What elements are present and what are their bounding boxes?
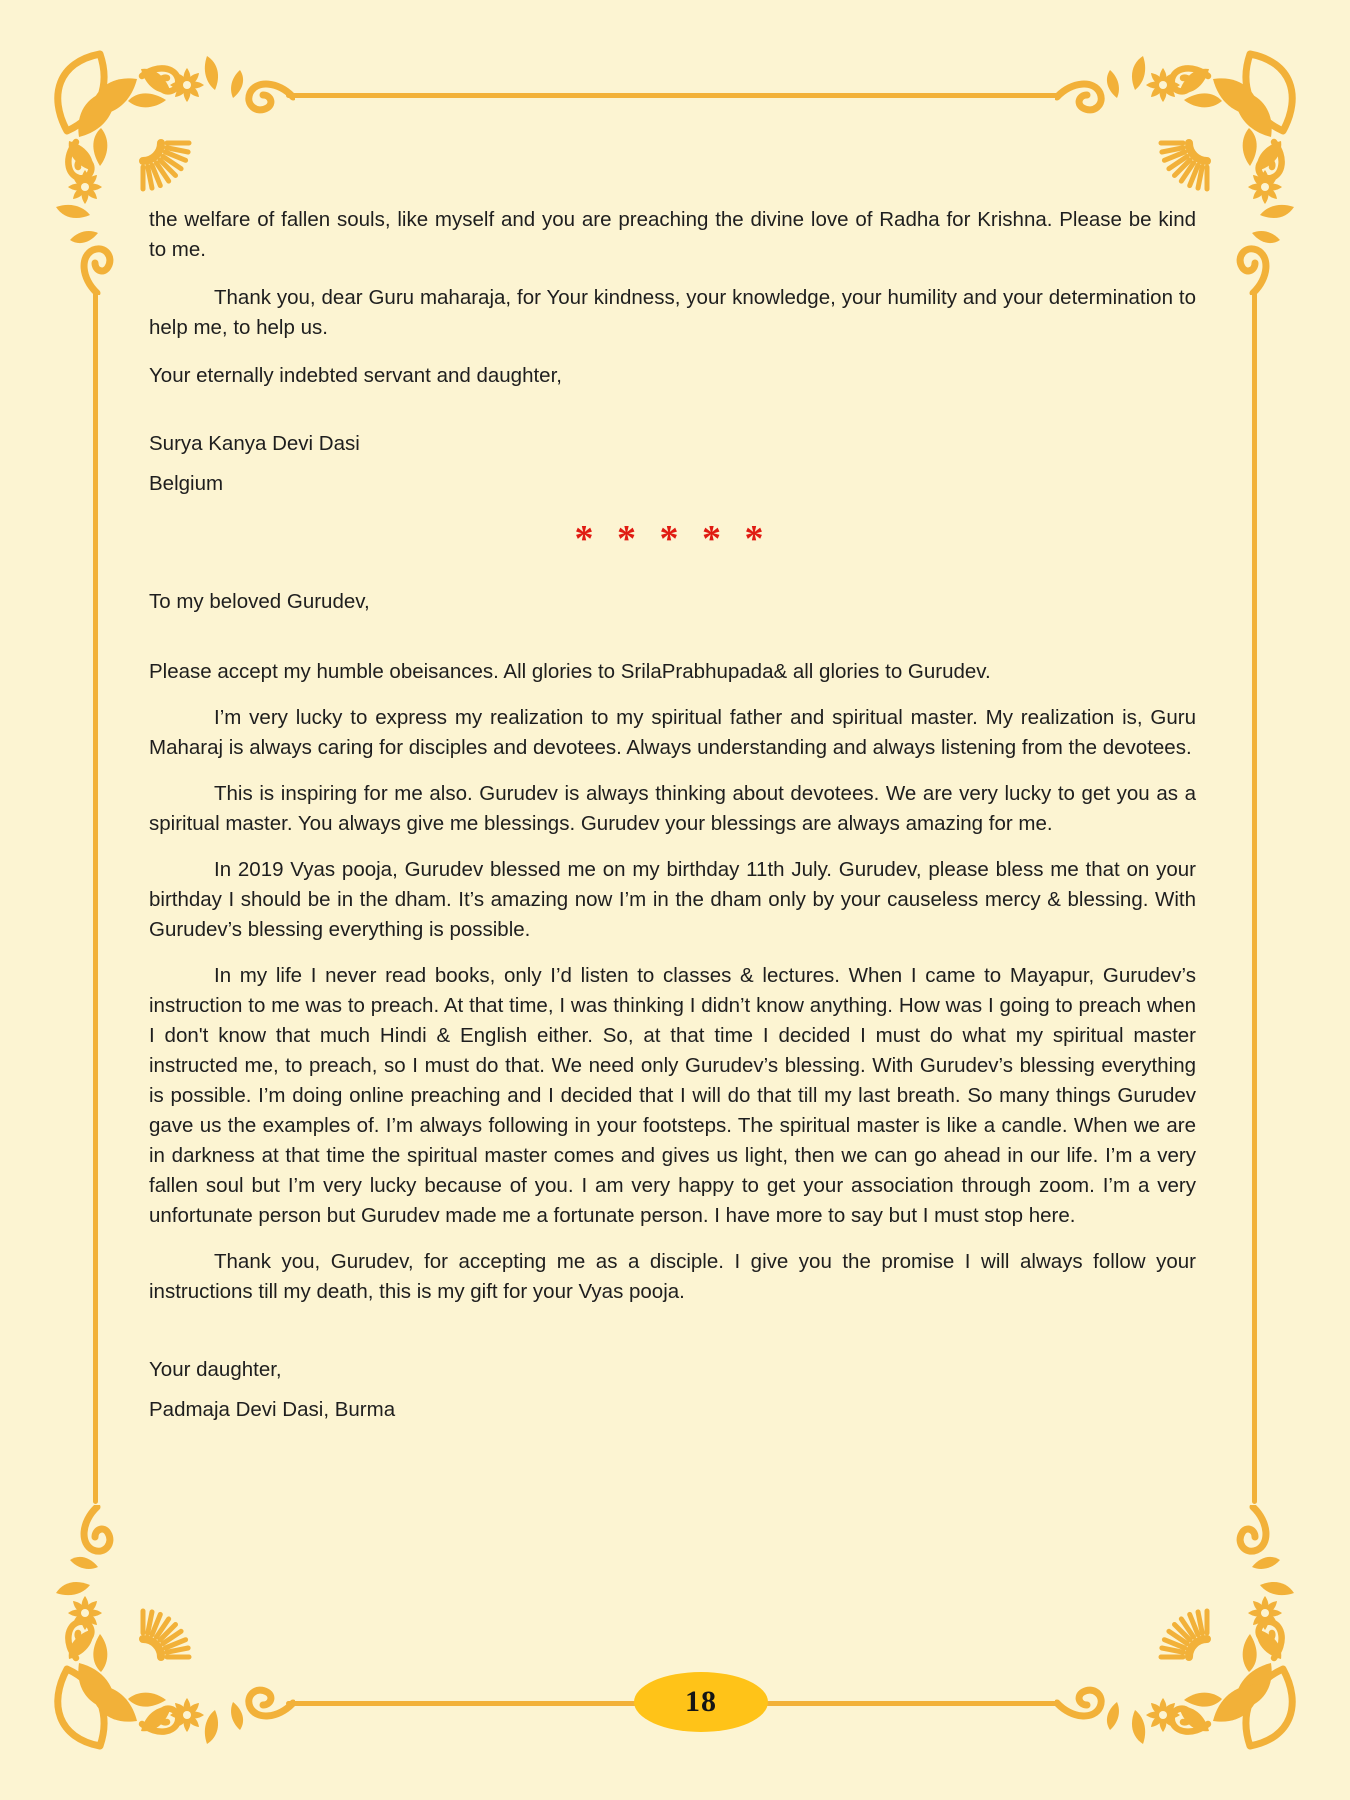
salutation-line: To my beloved Gurudev,	[149, 590, 370, 613]
letter-paragraph: Thank you, Gurudev, for accepting me as a disciple. I give you the promise I will always follow your instructions till my death, this is my gift for your Vyas pooja.	[149, 1250, 1196, 1303]
location-line: Belgium	[149, 472, 224, 495]
letter-paragraph: This is inspiring for me also. Gurudev is always thinking about devotees. We are very lucky to get you as a spiritual master. You always give me blessings. Gurudev your blessings are always amazing for me.	[149, 782, 1196, 835]
letter-paragraph: the welfare of fallen souls, like myself and you are preaching the divine love of Radha for Krishna. Please be kind to me.	[149, 208, 1196, 261]
signature-line: Padmaja Devi Dasi, Burma	[149, 1398, 396, 1421]
letter-paragraph: In my life I never read books, only I’d listen to classes & lectures. When I came to Mayapur, Gurudev’s instruction to me was to preach. At that time, I was thinking I didn’t know anything. How was I going to preach when I don't know that much Hindi & English either. So, at that time I decided I must do what my spiritual master instructed me, to preach, so I must do that. We need only Gurudev’s blessing. With Gurudev’s blessing everything is possible. I’m doing online preaching and I decided that I will do that till my last breath. So many things Gurudev gave us the examples of. I’m always following in your footsteps. The spiritual master is like a candle. When we are in darkness at that time the spiritual master comes and gives us light, then we can go ahead in our life. I’m a very fallen soul but I’m very lucky because of you. I am very happy to get your association through zoom. I’m a very unfortunate person but Gurudev made me a fortunate person. I have more to say but I must stop here.	[149, 964, 1196, 1227]
letter-2	[149, 587, 1196, 1425]
frame-line-top	[286, 93, 1060, 98]
signature-line: Surya Kanya Devi Dasi	[149, 432, 360, 455]
frame-line-left	[93, 292, 98, 1504]
section-separator: * * * * *	[574, 518, 771, 560]
page-content	[149, 205, 1196, 1425]
corner-ornament-bottom-left-icon	[45, 1505, 295, 1755]
letter-paragraph: Thank you, dear Guru maharaja, for Your kindness, your knowledge, your humility and your determination to help me, to help us.	[149, 286, 1196, 339]
letter-paragraph: In 2019 Vyas pooja, Gurudev blessed me on my birthday 11th July. Gurudev, please bless me that on your birthday I should be in the dham. It’s amazing now I’m in the dham only by your causeless mercy & blessing. With Gurudev’s blessing everything is possible.	[149, 858, 1196, 941]
letter-paragraph: Please accept my humble obeisances. All glories to SrilaPrabhupada& all glories to Gurudev.	[149, 660, 991, 683]
closing-line: Your daughter,	[149, 1358, 282, 1381]
page-number-badge	[634, 1672, 768, 1732]
corner-ornament-bottom-right-icon	[1055, 1505, 1305, 1755]
frame-line-right	[1252, 292, 1257, 1504]
page-number: 18	[685, 1685, 717, 1718]
letter-1	[149, 205, 1196, 499]
letter-paragraph: I’m very lucky to express my realization to my spiritual father and spiritual master. My realization is, Guru Maharaj is always caring for disciples and devotees. Always understanding and always listening from the devotees.	[149, 706, 1196, 759]
closing-line: Your eternally indebted servant and daughter,	[149, 364, 562, 387]
